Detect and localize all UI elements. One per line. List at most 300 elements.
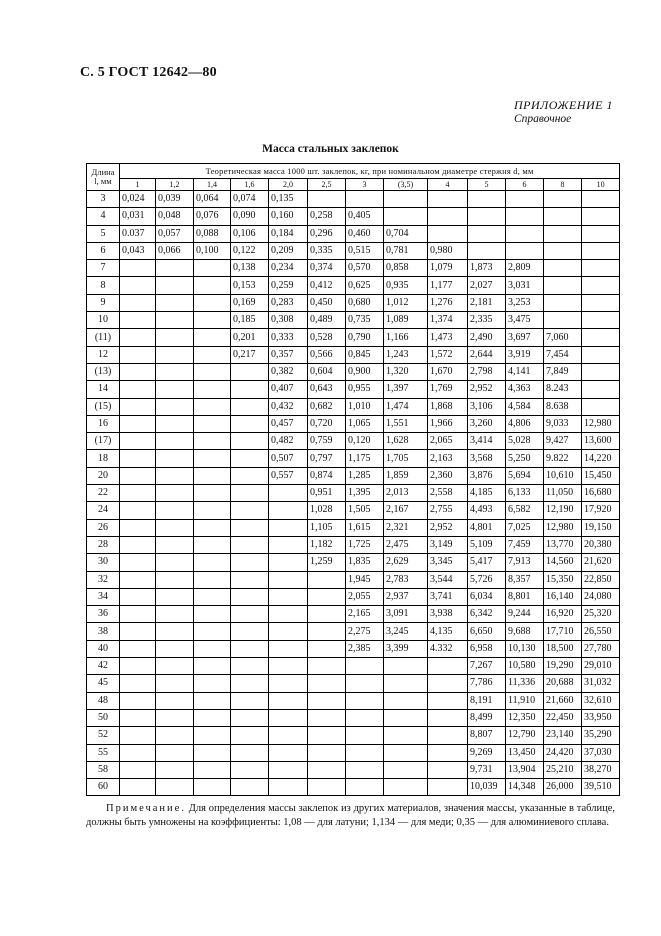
mass-cell: 11,050	[544, 485, 582, 502]
mass-cell	[308, 709, 346, 726]
table-row	[87, 208, 620, 225]
mass-cell	[384, 744, 428, 761]
mass-cell: 5,028	[506, 433, 544, 450]
mass-cell	[120, 329, 156, 346]
mass-cell: 2,013	[384, 485, 428, 502]
table-row	[87, 502, 620, 519]
mass-cell	[194, 709, 231, 726]
mass-cell	[120, 398, 156, 415]
table-row	[87, 242, 620, 259]
mass-cell	[194, 744, 231, 761]
mass-cell	[231, 779, 269, 796]
mass-cell: 3,106	[468, 398, 506, 415]
length-cell: 20	[87, 467, 120, 484]
mass-cell	[308, 692, 346, 709]
mass-cell	[346, 779, 384, 796]
mass-cell: 10,039	[468, 779, 506, 796]
mass-cell	[582, 208, 620, 225]
mass-cell: 8.243	[544, 381, 582, 398]
mass-cell: 25,320	[582, 606, 620, 623]
mass-cell	[468, 242, 506, 259]
diameter-header-cell: 8	[544, 179, 582, 191]
table-row	[87, 606, 620, 623]
mass-cell	[384, 727, 428, 744]
mass-cell	[194, 294, 231, 311]
mass-cell	[120, 744, 156, 761]
mass-cell: 4,806	[506, 415, 544, 432]
mass-cell: 0,845	[346, 346, 384, 363]
mass-cell: 7,454	[544, 346, 582, 363]
table-row	[87, 519, 620, 536]
mass-cell	[308, 191, 346, 208]
mass-cell	[156, 415, 194, 432]
mass-cell: 2,952	[468, 381, 506, 398]
mass-cell: 16,140	[544, 588, 582, 605]
mass-cell: 7,025	[506, 519, 544, 536]
table-row	[87, 260, 620, 277]
mass-cell	[582, 381, 620, 398]
length-cell: 40	[87, 640, 120, 657]
mass-cell	[120, 485, 156, 502]
mass-cell: 3,414	[468, 433, 506, 450]
mass-cell: 1,374	[428, 312, 468, 329]
mass-cell	[384, 761, 428, 778]
mass-cell: 0,457	[269, 415, 308, 432]
table-row	[87, 536, 620, 553]
mass-cell	[120, 536, 156, 553]
length-cell: 38	[87, 623, 120, 640]
mass-cell	[194, 606, 231, 623]
mass-cell	[428, 191, 468, 208]
table-row	[87, 675, 620, 692]
mass-cell	[231, 485, 269, 502]
mass-cell	[156, 571, 194, 588]
mass-cell	[269, 485, 308, 502]
table-row	[87, 191, 620, 208]
diameter-header-cell: (3,5)	[384, 179, 428, 191]
mass-cell: 0,382	[269, 363, 308, 380]
diameter-header-cell: 1,2	[156, 179, 194, 191]
mass-cell: 0,122	[231, 242, 269, 259]
mass-cell	[384, 709, 428, 726]
mass-cell	[194, 277, 231, 294]
mass-cell: 1,705	[384, 450, 428, 467]
mass-cell	[120, 363, 156, 380]
appendix-title: ПРИЛОЖЕНИЕ 1	[514, 98, 613, 112]
mass-cell: 10,130	[506, 640, 544, 657]
mass-cell: 2,798	[468, 363, 506, 380]
mass-cell: 10,610	[544, 467, 582, 484]
table-row	[87, 467, 620, 484]
mass-cell	[120, 502, 156, 519]
mass-cell: 1,105	[308, 519, 346, 536]
mass-cell: 9,731	[468, 761, 506, 778]
mass-cell: 6,582	[506, 502, 544, 519]
mass-cell: 4,801	[468, 519, 506, 536]
mass-cell: 1,873	[468, 260, 506, 277]
mass-cell	[308, 744, 346, 761]
mass-cell	[269, 658, 308, 675]
mass-cell: 0,680	[346, 294, 384, 311]
mass-cell: 20,380	[582, 536, 620, 553]
mass-cell	[269, 588, 308, 605]
mass-cell: 25,210	[544, 761, 582, 778]
table-row	[87, 381, 620, 398]
mass-cell: 19,150	[582, 519, 620, 536]
mass-cell	[156, 658, 194, 675]
mass-cell: 0,720	[308, 415, 346, 432]
mass-cell	[194, 588, 231, 605]
mass-cell: 0,460	[346, 225, 384, 242]
mass-cell: 0,217	[231, 346, 269, 363]
mass-cell	[428, 675, 468, 692]
mass-cell: 6,650	[468, 623, 506, 640]
mass-cell	[120, 640, 156, 657]
mass-cell	[231, 415, 269, 432]
table-row	[87, 346, 620, 363]
mass-cell: 1,474	[384, 398, 428, 415]
mass-cell: 0,489	[308, 312, 346, 329]
table-row	[87, 312, 620, 329]
mass-cell	[308, 588, 346, 605]
mass-cell	[231, 571, 269, 588]
mass-cell: 2,181	[468, 294, 506, 311]
mass-cell: 6,342	[468, 606, 506, 623]
length-cell: 3	[87, 191, 120, 208]
mass-cell	[156, 761, 194, 778]
appendix-subtitle: Справочное	[514, 113, 572, 125]
mass-cell: 37,030	[582, 744, 620, 761]
length-cell: 10	[87, 312, 120, 329]
mass-cell	[544, 242, 582, 259]
mass-cell: 2,490	[468, 329, 506, 346]
mass-cell: 3,260	[468, 415, 506, 432]
mass-cell	[194, 260, 231, 277]
mass-cell: 0,138	[231, 260, 269, 277]
mass-cell	[120, 450, 156, 467]
mass-cell: 3,876	[468, 467, 506, 484]
mass-cell	[384, 208, 428, 225]
mass-cell: 2,937	[384, 588, 428, 605]
mass-cell: 8,807	[468, 727, 506, 744]
mass-cell: 22,850	[582, 571, 620, 588]
mass-cell	[156, 277, 194, 294]
mass-cell	[582, 346, 620, 363]
mass-cell: 23,140	[544, 727, 582, 744]
mass-cell: 0,980	[428, 242, 468, 259]
mass-cell: 8.638	[544, 398, 582, 415]
mass-cell: 1,628	[384, 433, 428, 450]
mass-cell: 31,032	[582, 675, 620, 692]
mass-cell: 1,285	[346, 467, 384, 484]
mass-cell	[120, 294, 156, 311]
mass-cell: 8,191	[468, 692, 506, 709]
mass-cell: 3,741	[428, 588, 468, 605]
table-row	[87, 779, 620, 796]
mass-cell	[231, 744, 269, 761]
mass-cell: 0,625	[346, 277, 384, 294]
mass-cell: 0,066	[156, 242, 194, 259]
mass-cell	[120, 381, 156, 398]
mass-cell: 0,090	[231, 208, 269, 225]
mass-cell: 0,234	[269, 260, 308, 277]
mass-cell: 3,938	[428, 606, 468, 623]
length-header-line2: l, мм	[94, 176, 112, 186]
mass-cell: 11,336	[506, 675, 544, 692]
mass-cell: 35,290	[582, 727, 620, 744]
mass-cell: 2,475	[384, 536, 428, 553]
mass-cell	[428, 744, 468, 761]
mass-cell: 4,141	[506, 363, 544, 380]
table-row	[87, 623, 620, 640]
mass-cell: 32,610	[582, 692, 620, 709]
table-body	[87, 191, 620, 796]
mass-cell	[156, 675, 194, 692]
mass-cell	[231, 709, 269, 726]
mass-cell: 2,065	[428, 433, 468, 450]
mass-cell: 0,528	[308, 329, 346, 346]
mass-cell: 9.822	[544, 450, 582, 467]
mass-cell	[156, 346, 194, 363]
mass-cell	[346, 727, 384, 744]
mass-cell	[120, 761, 156, 778]
mass-cell	[120, 571, 156, 588]
diameter-header-cell: 3	[346, 179, 384, 191]
mass-cell: 0,308	[269, 312, 308, 329]
mass-cell	[269, 709, 308, 726]
mass-cell	[308, 727, 346, 744]
mass-cell	[582, 191, 620, 208]
mass-cell: 3,245	[384, 623, 428, 640]
mass-cell: 14,348	[506, 779, 544, 796]
mass-cell: 24,420	[544, 744, 582, 761]
mass-cell: 0,874	[308, 467, 346, 484]
mass-cell: 1,868	[428, 398, 468, 415]
mass-cell	[308, 640, 346, 657]
mass-cell: 0,570	[346, 260, 384, 277]
length-cell: 52	[87, 727, 120, 744]
mass-cell: 0,955	[346, 381, 384, 398]
mass-cell: 1,276	[428, 294, 468, 311]
mass-cell	[269, 571, 308, 588]
table-row	[87, 433, 620, 450]
mass-cell	[231, 606, 269, 623]
mass-cell	[269, 502, 308, 519]
mass-cell	[308, 606, 346, 623]
mass-cell: 0,076	[194, 208, 231, 225]
mass-cell: 1,065	[346, 415, 384, 432]
mass-cell	[156, 640, 194, 657]
length-cell: 24	[87, 502, 120, 519]
mass-cell	[156, 485, 194, 502]
mass-cell: 0,024	[120, 191, 156, 208]
mass-cell	[231, 398, 269, 415]
length-header-line1: Длина	[91, 166, 115, 177]
mass-cell	[231, 692, 269, 709]
mass-cell: 1,615	[346, 519, 384, 536]
table-row	[87, 485, 620, 502]
mass-cell	[120, 606, 156, 623]
mass-cell: 7,786	[468, 675, 506, 692]
mass-cell	[156, 381, 194, 398]
mass-cell	[156, 467, 194, 484]
diameter-header-cell: 2,0	[269, 179, 308, 191]
mass-cell	[156, 692, 194, 709]
mass-cell	[231, 658, 269, 675]
mass-cell	[506, 225, 544, 242]
length-cell: 60	[87, 779, 120, 796]
mass-cell: 5,726	[468, 571, 506, 588]
length-cell: 18	[87, 450, 120, 467]
mass-cell: 1,945	[346, 571, 384, 588]
mass-cell: 12,980	[544, 519, 582, 536]
mass-cell: 0,184	[269, 225, 308, 242]
mass-cell: 12,980	[582, 415, 620, 432]
mass-cell: 13,600	[582, 433, 620, 450]
table-row	[87, 329, 620, 346]
length-cell: (11)	[87, 329, 120, 346]
length-cell: 55	[87, 744, 120, 761]
table-row	[87, 415, 620, 432]
mass-cell	[384, 191, 428, 208]
mass-cell: 3,149	[428, 536, 468, 553]
mass-cell: 0,900	[346, 363, 384, 380]
table-row	[87, 727, 620, 744]
mass-cell: 20,688	[544, 675, 582, 692]
mass-cell: 0,432	[269, 398, 308, 415]
note-lead: Примечание.	[106, 803, 186, 814]
mass-cell	[582, 260, 620, 277]
table-row	[87, 398, 620, 415]
mass-cell	[194, 502, 231, 519]
table-row	[87, 450, 620, 467]
mass-cell: 14,560	[544, 554, 582, 571]
mass-cell	[156, 554, 194, 571]
mass-cell	[582, 363, 620, 380]
mass-cell: 24,080	[582, 588, 620, 605]
mass-cell	[269, 623, 308, 640]
diameter-header-cell: 2,5	[308, 179, 346, 191]
mass-cell: 0,412	[308, 277, 346, 294]
mass-cell: 0.037	[120, 225, 156, 242]
note-text: Для определения массы заклепок из других материалов, значения массы, указанные в таблице, должны быть умножены на коэффициенты: 1,08 — для латуни; 1,134 — для меди; 0,35 — для алюминиевого сплава.	[86, 803, 615, 828]
length-cell: 42	[87, 658, 120, 675]
mass-cell	[194, 415, 231, 432]
length-cell: (17)	[87, 433, 120, 450]
group-header: Теоретическая масса 1000 шт. заклепок, кг, при номинальном диаметре стержня d, мм	[120, 164, 620, 179]
mass-cell: 2,163	[428, 450, 468, 467]
mass-cell	[269, 519, 308, 536]
mass-cell: 1,670	[428, 363, 468, 380]
mass-cell: 1,835	[346, 554, 384, 571]
diameter-header-cell: 5	[468, 179, 506, 191]
mass-cell: 0,797	[308, 450, 346, 467]
mass-cell: 22,450	[544, 709, 582, 726]
mass-cell: 13,904	[506, 761, 544, 778]
mass-cell	[428, 709, 468, 726]
mass-cell	[506, 208, 544, 225]
mass-cell: 9,244	[506, 606, 544, 623]
mass-cell: 1,012	[384, 294, 428, 311]
mass-cell: 0,064	[194, 191, 231, 208]
mass-cell	[194, 571, 231, 588]
mass-cell	[194, 398, 231, 415]
length-cell: 6	[87, 242, 120, 259]
mass-cell: 1,089	[384, 312, 428, 329]
length-cell: 22	[87, 485, 120, 502]
diameter-header-cell: 6	[506, 179, 544, 191]
mass-cell: 12,350	[506, 709, 544, 726]
mass-cell: 2,165	[346, 606, 384, 623]
mass-cell: 3,345	[428, 554, 468, 571]
mass-cell	[308, 761, 346, 778]
mass-cell: 0,283	[269, 294, 308, 311]
mass-cell: 0,450	[308, 294, 346, 311]
mass-cell	[194, 519, 231, 536]
mass-cell	[384, 658, 428, 675]
mass-cell: 0,258	[308, 208, 346, 225]
mass-cell: 26,550	[582, 623, 620, 640]
mass-cell	[231, 450, 269, 467]
mass-cell	[468, 191, 506, 208]
mass-cell	[156, 502, 194, 519]
mass-cell: 0,735	[346, 312, 384, 329]
mass-cell: 3,475	[506, 312, 544, 329]
mass-cell	[120, 467, 156, 484]
diameter-header-row	[87, 179, 620, 191]
mass-cell	[194, 554, 231, 571]
table-row	[87, 709, 620, 726]
mass-cell: 6,034	[468, 588, 506, 605]
mass-cell: 0,296	[308, 225, 346, 242]
mass-cell: 1,028	[308, 502, 346, 519]
rivet-mass-table	[86, 163, 620, 796]
mass-cell: 2,055	[346, 588, 384, 605]
mass-cell: 16,680	[582, 485, 620, 502]
mass-cell: 1,177	[428, 277, 468, 294]
mass-cell: 3,031	[506, 277, 544, 294]
mass-cell	[346, 744, 384, 761]
mass-cell: 1,859	[384, 467, 428, 484]
table-row	[87, 692, 620, 709]
mass-cell: 0,088	[194, 225, 231, 242]
mass-cell	[120, 312, 156, 329]
mass-cell: 1,572	[428, 346, 468, 363]
mass-cell	[156, 623, 194, 640]
mass-cell: 1,397	[384, 381, 428, 398]
mass-cell: 6,958	[468, 640, 506, 657]
mass-cell: 0,482	[269, 433, 308, 450]
mass-cell: 2,644	[468, 346, 506, 363]
length-cell: 16	[87, 415, 120, 432]
mass-cell	[194, 761, 231, 778]
mass-cell: 3,544	[428, 571, 468, 588]
mass-cell	[428, 779, 468, 796]
mass-cell: 0,209	[269, 242, 308, 259]
mass-cell: 3,568	[468, 450, 506, 467]
length-cell: 45	[87, 675, 120, 692]
mass-cell	[194, 727, 231, 744]
mass-cell: 9,033	[544, 415, 582, 432]
mass-cell: 5,417	[468, 554, 506, 571]
mass-cell: 2,755	[428, 502, 468, 519]
mass-cell: 7,913	[506, 554, 544, 571]
mass-cell: 0,566	[308, 346, 346, 363]
mass-cell	[468, 225, 506, 242]
diameter-header-cell: 1	[120, 179, 156, 191]
mass-cell: 17,920	[582, 502, 620, 519]
mass-cell: 2,335	[468, 312, 506, 329]
